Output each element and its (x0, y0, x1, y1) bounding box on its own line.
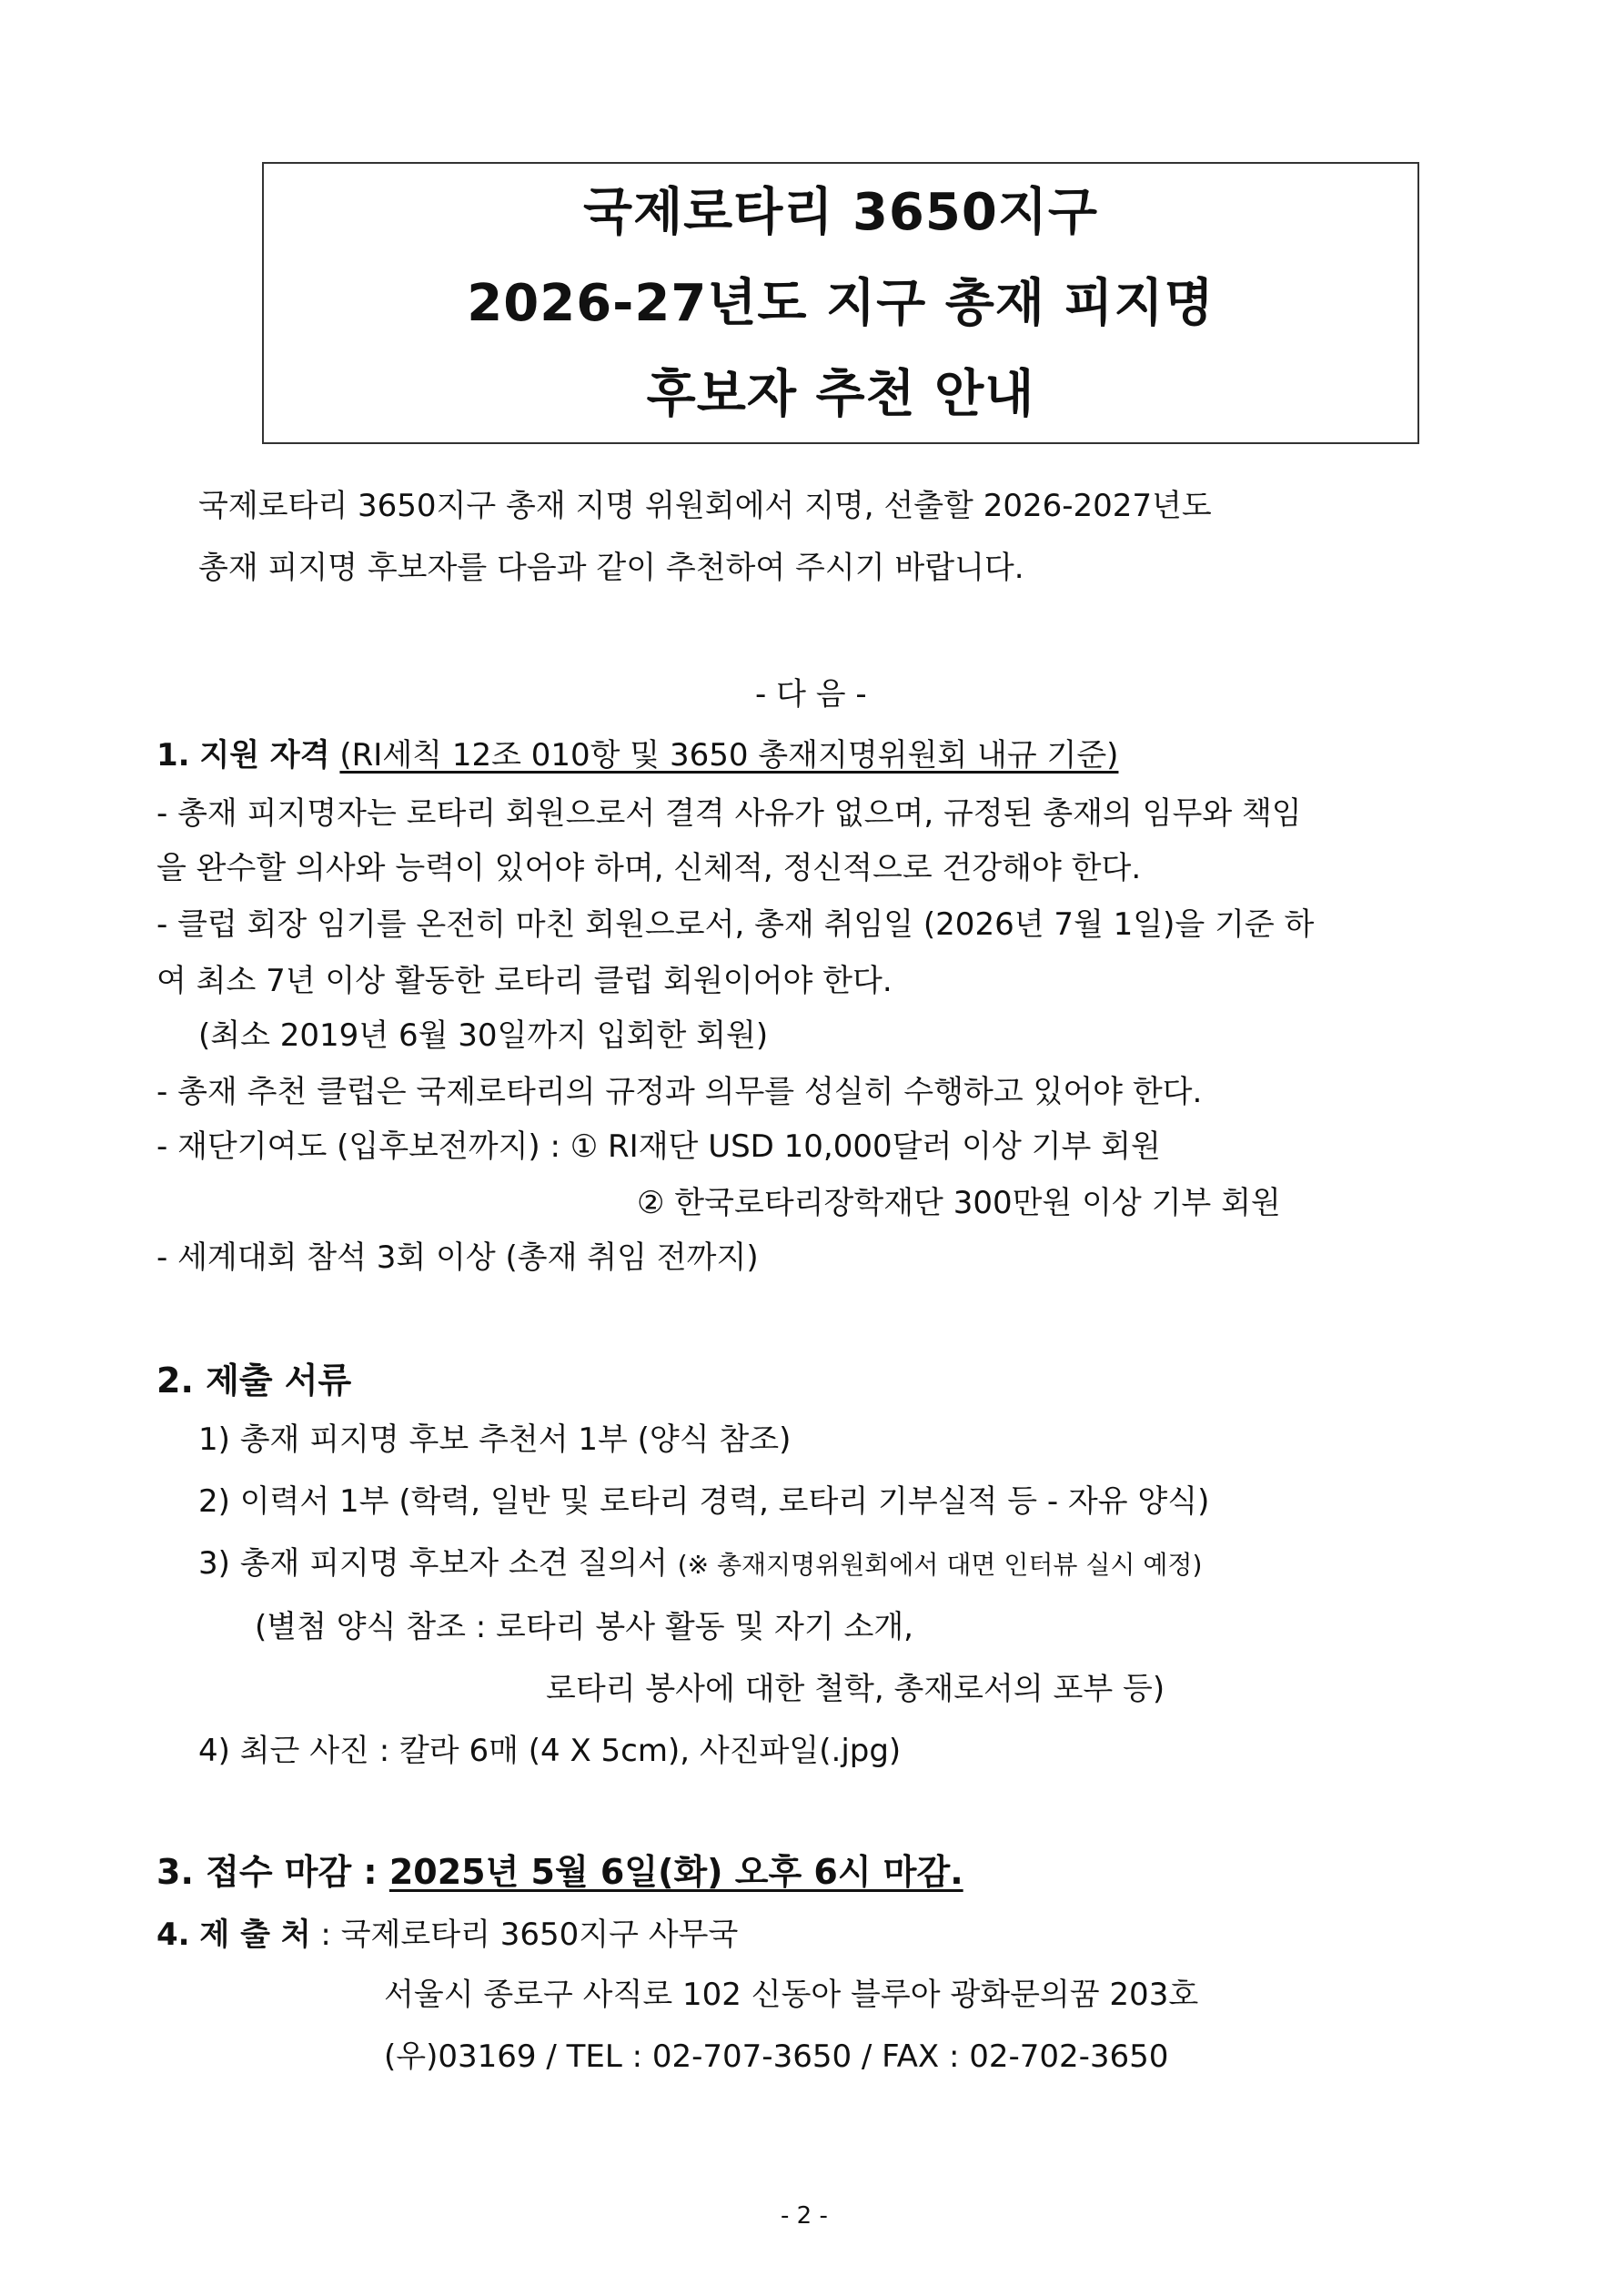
section2-title: 제출 서류 (206, 1360, 352, 1401)
section3-deadline: 2025년 5월 6일(화) 오후 6시 마감. (388, 1852, 963, 1892)
section2-item-4: 4) 최근 사진 : 칼라 6매 (4 X 5cm), 사진파일(.jpg) (198, 1733, 902, 1769)
section4-line-2: 서울시 종로구 사직로 102 신동아 블루아 광화문의꿈 203호 (384, 1977, 1199, 2013)
section1-line-6: - 총재 추천 클럽은 국제로타리의 규정과 의무를 성실히 수행하고 있어야 한다. (156, 1074, 1203, 1110)
section4-line-1: 국제로타리 3650지구 사무국 (340, 1917, 739, 1953)
section1-line-9: - 세계대회 참석 3회 이상 (총재 취임 전까지) (156, 1239, 759, 1276)
section4-number: 4. (156, 1917, 190, 1953)
section4-line-3: (우)03169 / TEL : 02-707-3650 / FAX : 02-702-3650 (384, 2038, 1169, 2075)
section4-colon: : (320, 1917, 331, 1953)
section2-item-2: 2) 이력서 1부 (학력, 일반 및 로타리 경력, 로타리 기부실적 등 - 자유 양식) (198, 1483, 1210, 1520)
section3-colon: : (363, 1852, 378, 1892)
section1-line-1: - 총재 피지명자는 로타리 회원으로서 결격 사유가 없으며, 규정된 총재의 임무와 책임 (156, 795, 1302, 832)
title-box (262, 162, 1419, 444)
title-line-1: 국제로타리 3650지구 (582, 183, 1099, 242)
section1-line-5: (최소 2019년 6월 30일까지 입회한 회원) (198, 1017, 769, 1054)
section2-item-3-text: 3) 총재 피지명 후보자 소견 질의서 (198, 1545, 668, 1582)
section1-line-8: ② 한국로타리장학재단 300만원 이상 기부 회원 (637, 1185, 1281, 1221)
section1-line-7: - 재단기여도 (입후보전까지) : ① RI재단 USD 10,000달러 이상 기부 회원 (156, 1128, 1161, 1165)
section1-line-4: 여 최소 7년 이상 활동한 로타리 클럽 회원이어야 한다. (156, 963, 893, 999)
intro-line-1: 국제로타리 3650지구 총재 지명 위원회에서 지명, 선출할 2026-2027년도 (198, 488, 1212, 524)
section4-title: 제 출 처 (199, 1917, 311, 1953)
section1-heading (156, 730, 1118, 774)
title-line-3: 후보자 추천 안내 (646, 365, 1035, 424)
section3-title: 접수 마감 (206, 1852, 352, 1892)
section3-heading (156, 1844, 963, 1894)
section4-heading (156, 1909, 738, 1954)
section1-line-3: - 클럽 회장 임기를 온전히 마친 회원으로서, 총재 취임일 (2026년 7월 1일)을 기준 하 (156, 906, 1315, 943)
section2-item-1: 1) 총재 피지명 후보 추천서 1부 (양식 참조) (198, 1421, 792, 1458)
section2-item-3-sub-2: 로타리 봉사에 대한 철학, 총재로서의 포부 등) (546, 1671, 1165, 1707)
section2-item-3-note: (※ 총재지명위원회에서 대면 인터뷰 실시 예정) (677, 1550, 1203, 1580)
section2-item-3-sub-1: (별첨 양식 참조 : 로타리 봉사 활동 및 자기 소개, (255, 1609, 913, 1645)
section1-title: 지원 자격 (199, 737, 330, 774)
section1-line-2: 을 완수할 의사와 능력이 있어야 하며, 신체적, 정신적으로 건강해야 한다. (156, 850, 1142, 886)
section2-heading (156, 1352, 351, 1402)
section3-number: 3. (156, 1852, 194, 1892)
title-line-2: 2026-27년도 지구 총재 피지명 (467, 274, 1215, 333)
section2-number: 2. (156, 1360, 194, 1401)
page-number: - 2 - (781, 2202, 828, 2230)
intro-line-2: 총재 피지명 후보자를 다음과 같이 추천하여 주시기 바랍니다. (198, 550, 1024, 586)
section2-item-3 (198, 1538, 1202, 1583)
section1-basis: (RI세칙 12조 010항 및 3650 총재지명위원회 내규 기준) (339, 737, 1119, 774)
section1-number: 1. (156, 737, 190, 774)
next-heading: - 다 음 - (755, 676, 867, 713)
